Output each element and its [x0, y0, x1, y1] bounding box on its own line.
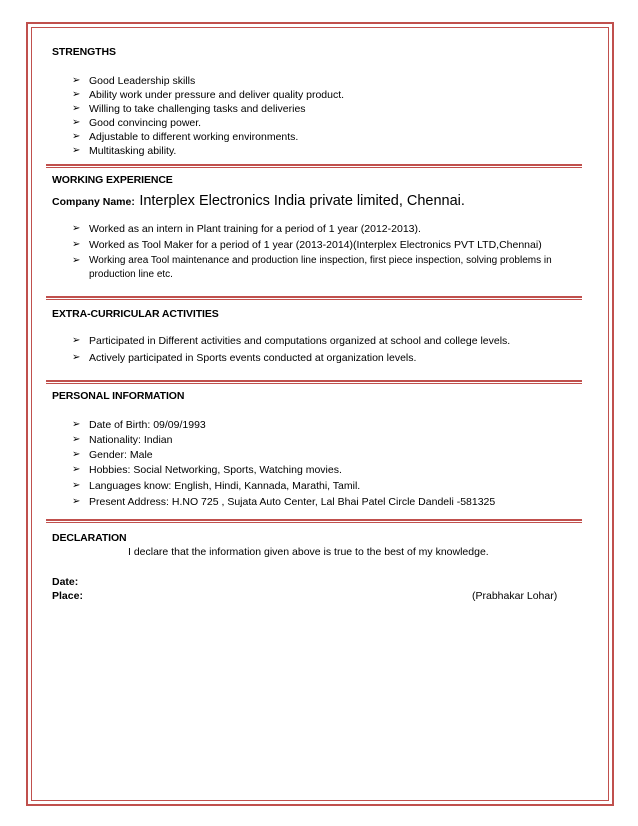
list-item: ➢ Good convincing power.: [72, 117, 202, 129]
arrow-bullet-icon: ➢: [72, 255, 81, 266]
arrow-bullet-icon: ➢: [72, 223, 81, 234]
personal-list: [72, 418, 584, 509]
list-item: ➢ Good Leadership skills: [72, 75, 196, 87]
list-item: ➢ Participated in Different activities and computations organized at school and college levels.: [72, 335, 511, 347]
list-item: ➢ Actively participated in Sports events conducted at organization levels.: [72, 352, 417, 364]
declaration-text: I declare that the information given above is true to the best of my knowledge.: [128, 546, 489, 558]
list-item: ➢ Date of Birth: 09/09/1993: [72, 419, 206, 431]
list-item: ➢ Ability work under pressure and deliver quality product.: [72, 89, 345, 101]
section-divider: [46, 296, 582, 300]
list-item: ➢ Working area Tool maintenance and production line inspection, first piece inspection, solving problems in production line etc.: [72, 255, 552, 280]
list-item: ➢ Worked as an intern in Plant training for a period of 1 year (2012-2013).: [72, 223, 421, 235]
list-item: ➢ Worked as Tool Maker for a period of 1 year (2013-2014)(Interplex Electronics PVT LTD,Chennai): [72, 239, 542, 251]
strengths-heading: STRENGTHS: [52, 46, 116, 58]
arrow-bullet-icon: ➢: [72, 434, 81, 445]
arrow-bullet-icon: ➢: [72, 464, 81, 475]
personal-heading: PERSONAL INFORMATION: [52, 390, 185, 402]
company-name: Interplex Electronics India private limited, Chennai.: [139, 193, 465, 209]
strengths-list: [72, 74, 584, 158]
arrow-bullet-icon: ➢: [72, 131, 81, 142]
experience-list: [72, 222, 584, 282]
signature-name: (Prabhakar Lohar): [472, 590, 558, 602]
arrow-bullet-icon: ➢: [72, 89, 81, 100]
arrow-bullet-icon: ➢: [72, 352, 81, 363]
experience-heading: WORKING EXPERIENCE: [52, 174, 173, 186]
extracurricular-list: [72, 334, 584, 365]
company-label: Company Name:: [52, 196, 135, 208]
list-item: ➢ Nationality: Indian: [72, 434, 173, 446]
declaration-heading: DECLARATION: [52, 532, 127, 544]
arrow-bullet-icon: ➢: [72, 480, 81, 491]
list-item: ➢ Willing to take challenging tasks and deliveries: [72, 103, 306, 115]
arrow-bullet-icon: ➢: [72, 239, 81, 250]
arrow-bullet-icon: ➢: [72, 335, 81, 346]
place-label: Place:: [52, 590, 83, 602]
date-label: Date:: [52, 576, 79, 588]
arrow-bullet-icon: ➢: [72, 496, 81, 507]
arrow-bullet-icon: ➢: [72, 103, 81, 114]
section-divider: [46, 164, 582, 168]
arrow-bullet-icon: ➢: [72, 145, 81, 156]
company-line: [52, 192, 465, 210]
list-item: ➢ Multitasking ability.: [72, 145, 177, 157]
section-divider: [46, 380, 582, 384]
list-item: ➢ Gender: Male: [72, 449, 153, 461]
arrow-bullet-icon: ➢: [72, 449, 81, 460]
arrow-bullet-icon: ➢: [72, 75, 81, 86]
list-item: ➢ Present Address: H.NO 725 , Sujata Auto Center, Lal Bhai Patel Circle Dandeli -581325: [72, 496, 496, 508]
list-item: ➢ Hobbies: Social Networking, Sports, Watching movies.: [72, 464, 342, 476]
list-item: ➢ Adjustable to different working environments.: [72, 131, 299, 143]
extracurricular-heading: EXTRA-CURRICULAR ACTIVITIES: [52, 308, 219, 320]
arrow-bullet-icon: ➢: [72, 419, 81, 430]
arrow-bullet-icon: ➢: [72, 117, 81, 128]
section-divider: [46, 519, 582, 523]
list-item: ➢ Languages know: English, Hindi, Kannada, Marathi, Tamil.: [72, 480, 361, 492]
